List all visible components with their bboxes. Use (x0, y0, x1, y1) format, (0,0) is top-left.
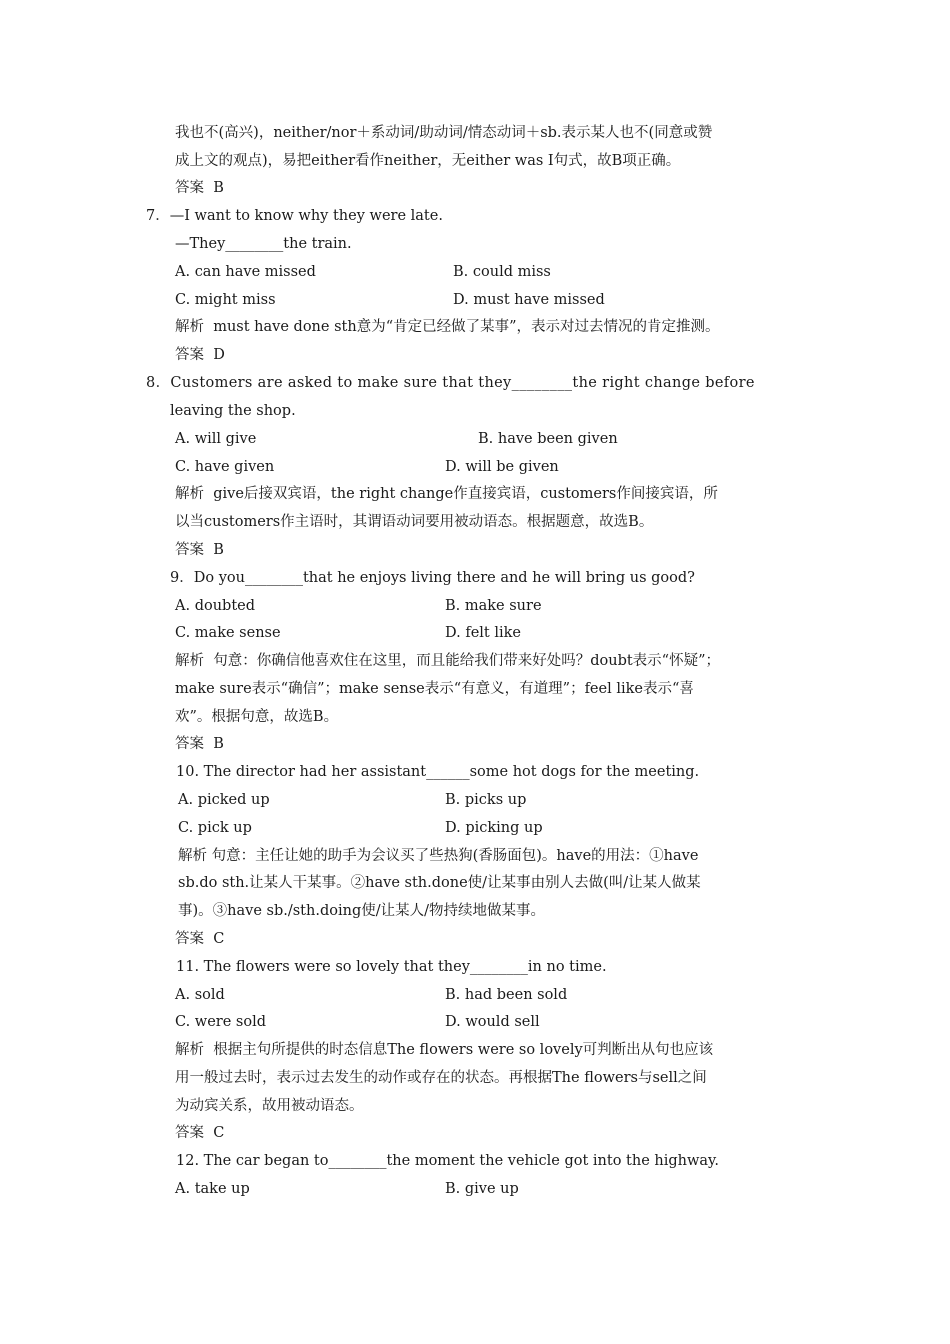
option-d: D. picking up (445, 820, 543, 836)
option-a: A. sold (175, 987, 225, 1003)
question-stem: 9．Do you________that he enjoys living there and he will bring us good? (170, 570, 695, 586)
analysis-line: sb.do sth.让某人干某事。②have sth.done使/让某事由别人去做(叫/让某人做某 (178, 875, 701, 891)
answer-line: 答案 B (175, 180, 224, 196)
option-d: D. must have missed (453, 292, 605, 308)
option-c: C. make sense (175, 625, 281, 641)
analysis-line: 为动宾关系，故用被动语态。 (175, 1098, 364, 1114)
option-b: B. had been sold (445, 987, 568, 1003)
answer-line: 答案 B (175, 736, 224, 752)
option-b: B. have been given (478, 431, 618, 447)
question-stem: —They________the train. (175, 236, 352, 252)
question-stem: 10. The director had her assistant______some hot dogs for the meeting. (176, 764, 700, 780)
option-d: D. felt like (445, 625, 521, 641)
analysis-line: make sure表示“确信”；make sense表示“有意义，有道理”；feel like表示“喜 (175, 681, 694, 697)
analysis-line: 用一般过去时，表示过去发生的动作或存在的状态。再根据The flowers与sell之间 (175, 1070, 707, 1086)
question-stem: 8．Customers are asked to make sure that they________the right change before (146, 375, 755, 391)
analysis-line: 解析 根据主句所提供的时态信息The flowers were so lovely可判断出从句也应该 (175, 1042, 714, 1058)
option-b: B. could miss (453, 264, 551, 280)
analysis-line: 解析 must have done sth意为“肯定已经做了某事”，表示对过去情况的肯定推测。 (175, 319, 720, 335)
option-b: B. picks up (445, 792, 527, 808)
answer-line: 答案 C (175, 931, 225, 947)
question-stem: 12. The car began to________the moment the vehicle got into the highway. (176, 1153, 719, 1169)
option-c: C. have given (175, 459, 275, 475)
explanation-line: 成上文的观点)，易把either看作neither，无either was I句式，故B项正确。 (175, 153, 681, 169)
analysis-line: 解析 句意：主任让她的助手为会议买了些热狗(香肠面包)。have的用法：①have (178, 848, 699, 864)
explanation-line: 我也不(高兴)，neither/nor＋系动词/助动词/情态动词＋sb.表示某人也不(同意或赞 (175, 125, 713, 141)
option-b: B. give up (445, 1181, 519, 1197)
option-b: B. make sure (445, 598, 542, 614)
option-a: A. take up (175, 1181, 250, 1197)
option-d: D. will be given (445, 459, 559, 475)
option-c: C. pick up (178, 820, 252, 836)
option-d: D. would sell (445, 1014, 540, 1030)
question-stem: 7．—I want to know why they were late. (146, 208, 443, 224)
option-a: A. can have missed (175, 264, 316, 280)
answer-line: 答案 B (175, 542, 224, 558)
option-a: A. doubted (175, 598, 256, 614)
option-c: C. might miss (175, 292, 276, 308)
option-a: A. will give (175, 431, 257, 447)
analysis-line: 解析 give后接双宾语，the right change作直接宾语，customers作间接宾语，所 (175, 486, 718, 502)
analysis-line: 以当customers作主语时，其谓语动词要用被动语态。根据题意，故选B。 (175, 514, 654, 530)
question-stem: leaving the shop. (170, 403, 296, 419)
analysis-line: 解析 句意：你确信他喜欢住在这里，而且能给我们带来好处吗？doubt表示“怀疑”； (175, 653, 721, 669)
question-stem: 11. The flowers were so lovely that they________in no time. (176, 959, 607, 975)
answer-line: 答案 D (175, 347, 225, 363)
answer-line: 答案 C (175, 1125, 225, 1141)
analysis-line: 事)。③have sb./sth.doing使/让某人/物持续地做某事。 (178, 903, 545, 919)
analysis-line: 欢”。根据句意，故选B。 (175, 709, 339, 725)
option-a: A. picked up (178, 792, 270, 808)
option-c: C. were sold (175, 1014, 267, 1030)
